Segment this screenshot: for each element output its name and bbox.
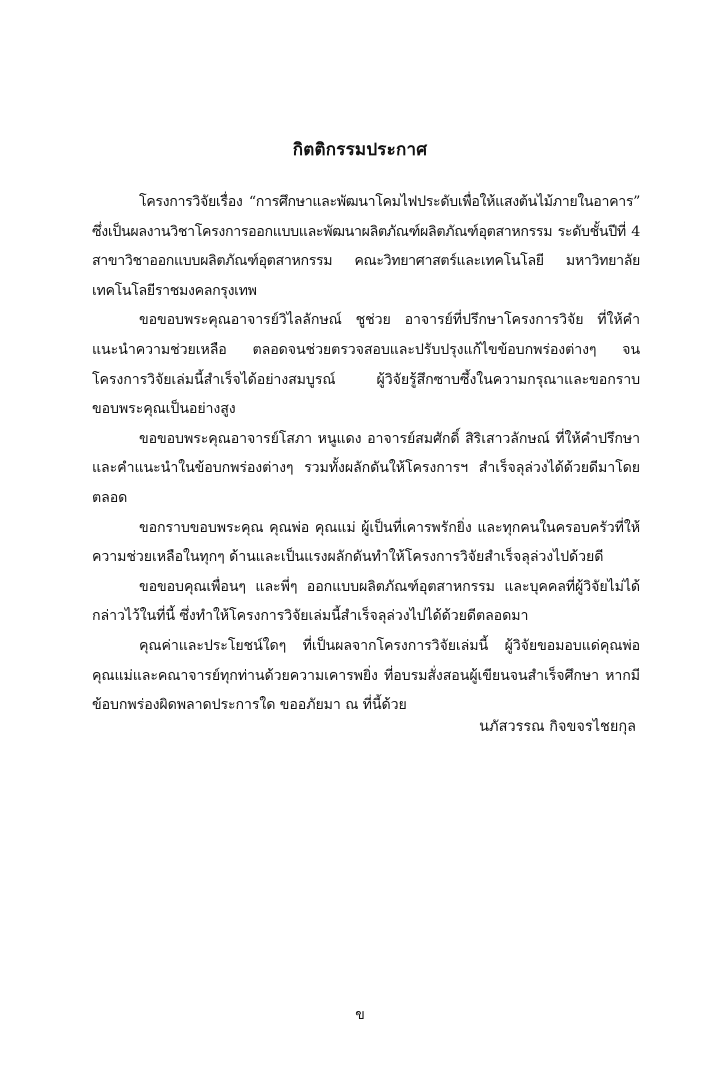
paragraph-friends-thanks: ขอขอบคุณเพื่อนๆ และพี่ๆ ออกแบบผลิตภัณฑ์อุตสาหกรรม และบุคคลที่ผู้วิจัยไม่ได้กล่าวไว้ในที่นี้ ซึ่งทำให้โครงการวิจัยเล่มนี้สำเร็จลุล่วงไปได้ด้วยดีตลอดมา xyxy=(92,578,640,625)
acknowledgement-body xyxy=(92,188,640,721)
page-title: กิตติกรรมประกาศ xyxy=(292,140,428,160)
paragraph-family-thanks: ขอกราบขอบพระคุณ คุณพ่อ คุณแม่ ผู้เป็นที่เคารพรักยิ่ง และทุกคนในครอบครัวที่ให้ความช่วยเหลือในทุกๆ ด้านและเป็นแรงผลักดันทำให้โครงการวิจัยสำเร็จลุล่วงไปด้วยดี xyxy=(92,519,640,566)
paragraph-advisor-thanks: ขอขอบพระคุณอาจารย์วิไลลักษณ์ ชูช่วย อาจารย์ที่ปรึกษาโครงการวิจัย ที่ให้คำแนะนำความช่วยเหลือ ตลอดจนช่วยตรวจสอบและปรับปรุงแก้ไขข้อบกพร่องต่างๆ จนโครงการวิจัยเล่มนี้สำเร็จได้อย่างสมบูรณ์ ผู้วิจัยรู้สึกซาบซึ้งในความกรุณาและขอกราบขอบพระคุณเป็นอย่างสูง xyxy=(92,312,640,418)
paragraph-project-intro: โครงการวิจัยเรื่อง “การศึกษาและพัฒนาโคมไฟประดับเพื่อให้แสงต้นไม้ภายในอาคาร” ซึ่งเป็นผลงานวิชาโครงการออกแบบและพัฒนาผลิตภัณฑ์ผลิตภัณฑ์อุตสาหกรรม ระดับชั้นปีที่ 4 สาขาวิชาออกแบบผลิตภัณฑ์อุตสาหกรรม คณะวิทยาศาสตร์และเทคโนโลยี มหาวิทยาลัยเทคโนโลยีราชมงคลกรุงเทพ xyxy=(92,194,640,299)
paragraph-dedication: คุณค่าและประโยชน์ใดๆ ที่เป็นผลจากโครงการวิจัยเล่มนี้ ผู้วิจัยขอมอบแด่คุณพ่อ คุณแม่และคณาจารย์ทุกท่านด้วยความเคารพยิ่ง ที่อบรมสั่งสอนผู้เขียนจนสำเร็จศึกษา หากมีข้อบกพร่องผิดพลาดประการใด ขออภัยมา ณ ที่นี้ด้วย xyxy=(92,637,640,714)
author-signature: นภัสวรรณ กิจขจรไชยกุล xyxy=(479,719,636,735)
page-number: ข xyxy=(355,1007,365,1023)
paragraph-instructors-thanks: ขอขอบพระคุณอาจารย์โสภา หนูแดง อาจารย์สมศักดิ์ สิริเสาวลักษณ์ ที่ให้คำปรึกษาและคำแนะนำในข้อบกพร่องต่างๆ รวมทั้งผลักดันให้โครงการฯ สำเร็จลุล่วงได้ด้วยดีมาโดยตลอด xyxy=(92,430,640,506)
